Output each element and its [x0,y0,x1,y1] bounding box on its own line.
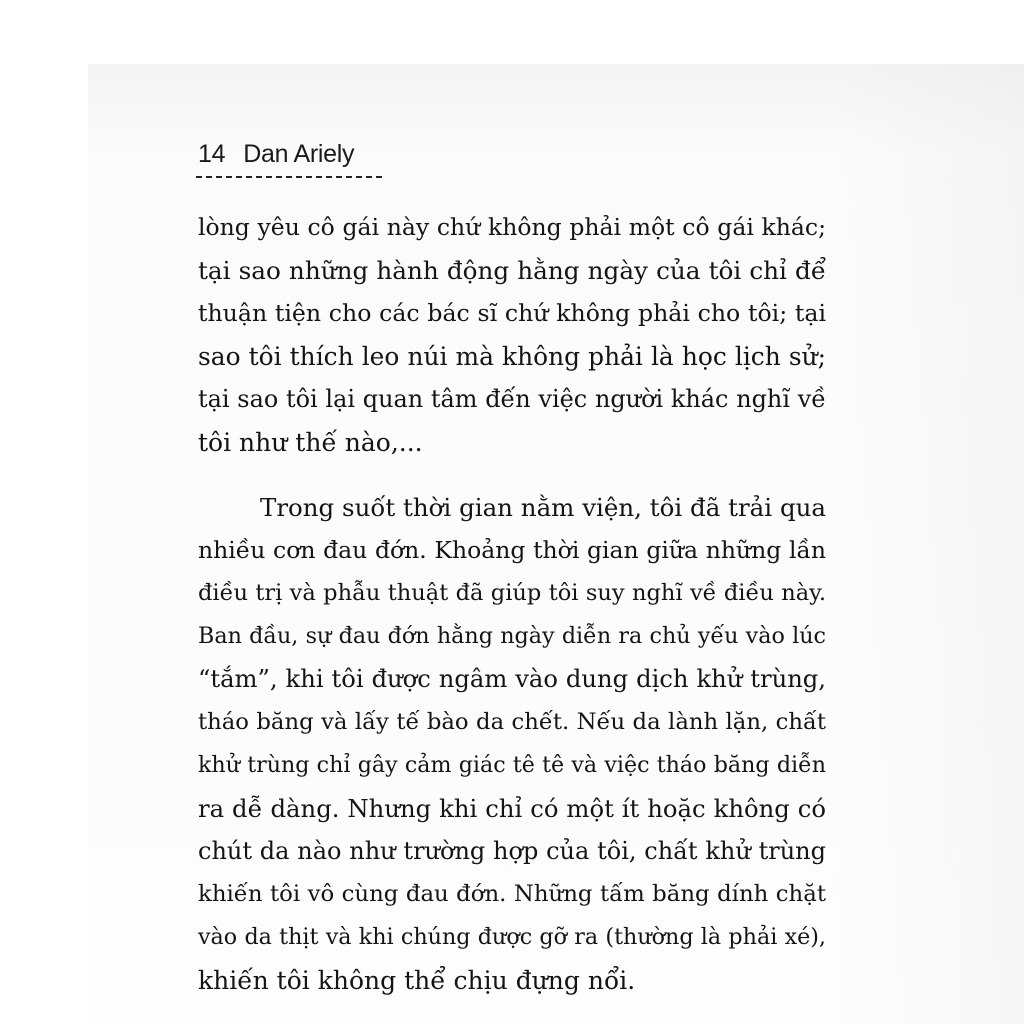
paragraph-1 [198,206,826,464]
text-line: sao tôi thích leo núi mà không phải là học lịch sử; [198,342,826,371]
text-line: tại sao những hành động hằng ngày của tôi chỉ để [198,256,826,285]
text-line: khử trùng chỉ gây cảm giác tê tê và việc tháo băng diễn [198,752,826,778]
text-line: vào da thịt và khi chúng được gỡ ra (thường là phải xé), [198,924,826,950]
text-line: chút da nào như trường hợp của tôi, chất khử trùng [198,837,826,865]
running-head [198,140,354,180]
author-name: Dan Ariely [243,140,355,168]
text-line: khiến tôi không thể chịu đựng nổi. [198,966,636,995]
text-line: nhiều cơn đau đớn. Khoảng thời gian giữa những lần [198,536,826,564]
text-line: tại sao tôi lại quan tâm đến việc người khác nghĩ về [198,385,826,413]
text-line: điều trị và phẫu thuật đã giúp tôi suy nghĩ về điều này. [198,580,826,606]
text-line: tôi như thế nào,... [198,428,423,457]
page-number: 14 [198,140,226,168]
show-through-edge [834,64,1024,1024]
text-line: ra dễ dàng. Nhưng khi chỉ có một ít hoặc không có [198,794,826,823]
text-line: Ban đầu, sự đau đớn hằng ngày diễn ra chủ yếu vào lúc [198,623,826,649]
header-dashed-rule [196,176,382,178]
text-line: khiến tôi vô cùng đau đớn. Những tấm băng dính chặt [198,881,826,907]
text-line: lòng yêu cô gái này chứ không phải một cô gái khác; [198,213,826,241]
text-line: tháo băng và lấy tế bào da chết. Nếu da lành lặn, chất [198,709,826,735]
text-line: Trong suốt thời gian nằm viện, tôi đã trải qua [260,493,826,522]
text-line: “tắm”, khi tôi được ngâm vào dung dịch khử trùng, [198,665,826,693]
text-line: thuận tiện cho các bác sĩ chứ không phải cho tôi; tại [198,299,826,327]
body-text [198,206,826,1002]
paragraph-2 [198,486,826,1002]
paragraph-gap [198,464,826,486]
